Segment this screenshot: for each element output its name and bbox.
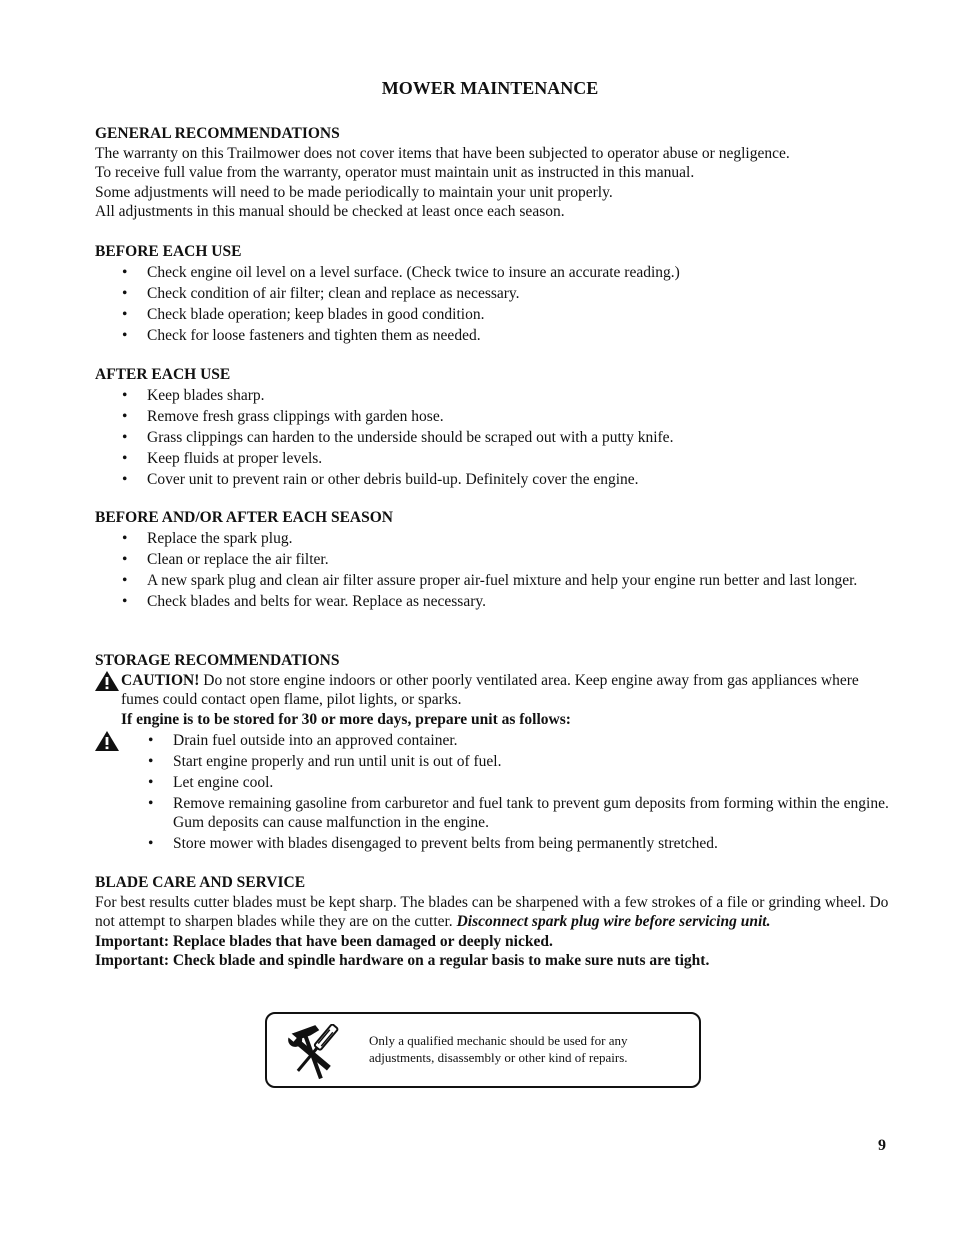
list-item: • Let engine cool.: [121, 773, 895, 793]
list-item: • Start engine properly and run until unit is out of fuel.: [121, 752, 895, 772]
list-item: • Check engine oil level on a level surface. (Check twice to insure an accurate reading.): [95, 263, 895, 283]
before-each-use-heading: BEFORE EACH USE: [95, 243, 242, 260]
general-line: Some adjustments will need to be made periodically to maintain your unit properly.: [95, 183, 613, 201]
general-line: The warranty on this Trailmower does not cover items that have been subjected to operator abuse or negligence.: [95, 144, 790, 162]
list-item: • Check for loose fasteners and tighten them as needed.: [95, 326, 895, 346]
page-title: MOWER MAINTENANCE: [381, 78, 599, 98]
important-note: Important: Check blade and spindle hardware on a regular basis to make sure nuts are tight.: [95, 952, 710, 969]
page-number: 9: [878, 1137, 886, 1154]
list-item: • Drain fuel outside into an approved container.: [121, 731, 895, 751]
before-each-use-section: [95, 242, 895, 346]
blade-care-section: [95, 873, 895, 971]
list-item: • Remove fresh grass clippings with garden hose.: [95, 407, 895, 427]
season-list: [95, 529, 895, 612]
general-line: To receive full value from the warranty, operator must maintain unit as instructed in this manual.: [95, 164, 695, 181]
storage-list: [121, 731, 895, 854]
list-item: • A new spark plug and clean air filter assure proper air-fuel mixture and help your engine run better and last longer.: [95, 571, 895, 591]
after-each-use-section: [95, 365, 895, 490]
warning-triangle-icon: [94, 670, 120, 692]
season-section: [95, 508, 895, 612]
list-item: • Check blade operation; keep blades in good condition.: [95, 305, 895, 325]
list-item: • Grass clippings can harden to the underside should be scraped out with a putty knife.: [95, 428, 895, 448]
blade-care-emphasis: Disconnect spark plug wire before servicing unit.: [456, 913, 771, 930]
caution-text: [121, 671, 895, 710]
list-item: • Check condition of air filter; clean and replace as necessary.: [95, 284, 895, 304]
tools-icon: [277, 1024, 347, 1084]
season-heading: BEFORE AND/OR AFTER EACH SEASON: [95, 509, 393, 526]
list-item: • Cover unit to prevent rain or other debris build-up. Definitely cover the engine.: [95, 470, 895, 490]
general-heading: GENERAL RECOMMENDATIONS: [95, 125, 340, 142]
list-item: • Check blades and belts for wear. Replace as necessary.: [95, 592, 895, 612]
list-item: • Remove remaining gasoline from carburetor and fuel tank to prevent gum deposits from forming within the engine. Gum deposits can cause malfunction in the engine.: [121, 794, 895, 833]
storage-section: [95, 651, 895, 854]
before-each-use-list: [95, 263, 895, 346]
list-item: • Replace the spark plug.: [95, 529, 895, 549]
list-item: • Clean or replace the air filter.: [95, 550, 895, 570]
blade-care-text: [95, 893, 895, 932]
warning-triangle-icon: [94, 730, 120, 752]
important-note: Important: Replace blades that have been damaged or deeply nicked.: [95, 932, 553, 950]
blade-care-body: For best results cutter blades must be kept sharp. The blades can be sharpened with a few strokes of a file or grinding wheel. Do not attempt to sharpen blades while they are on the cutter.: [95, 893, 889, 930]
blade-care-heading: BLADE CARE AND SERVICE: [95, 874, 306, 891]
list-item: • Keep blades sharp.: [95, 386, 895, 406]
caution-body: Do not store engine indoors or other poorly ventilated area. Keep engine away from gas appliances where fumes could contact open flame, pilot lights, or sparks.: [121, 671, 859, 708]
mechanic-note-text: Only a qualified mechanic should be used for any adjustments, disassembly or other kind of repairs.: [369, 1033, 628, 1065]
mechanic-note-box: [265, 1012, 701, 1088]
general-recommendations-section: [95, 124, 895, 222]
caution-block: [121, 671, 895, 854]
after-each-use-heading: AFTER EACH USE: [95, 366, 231, 383]
storage-prepare-text: If engine is to be stored for 30 or more days, prepare unit as follows:: [121, 710, 571, 728]
list-item: • Keep fluids at proper levels.: [95, 449, 895, 469]
storage-heading: STORAGE RECOMMENDATIONS: [95, 652, 340, 669]
list-item: • Store mower with blades disengaged to prevent belts from being permanently stretched.: [121, 834, 895, 854]
caution-label: CAUTION!: [121, 671, 200, 689]
general-line: All adjustments in this manual should be checked at least once each season.: [95, 203, 565, 220]
after-each-use-list: [95, 386, 895, 490]
